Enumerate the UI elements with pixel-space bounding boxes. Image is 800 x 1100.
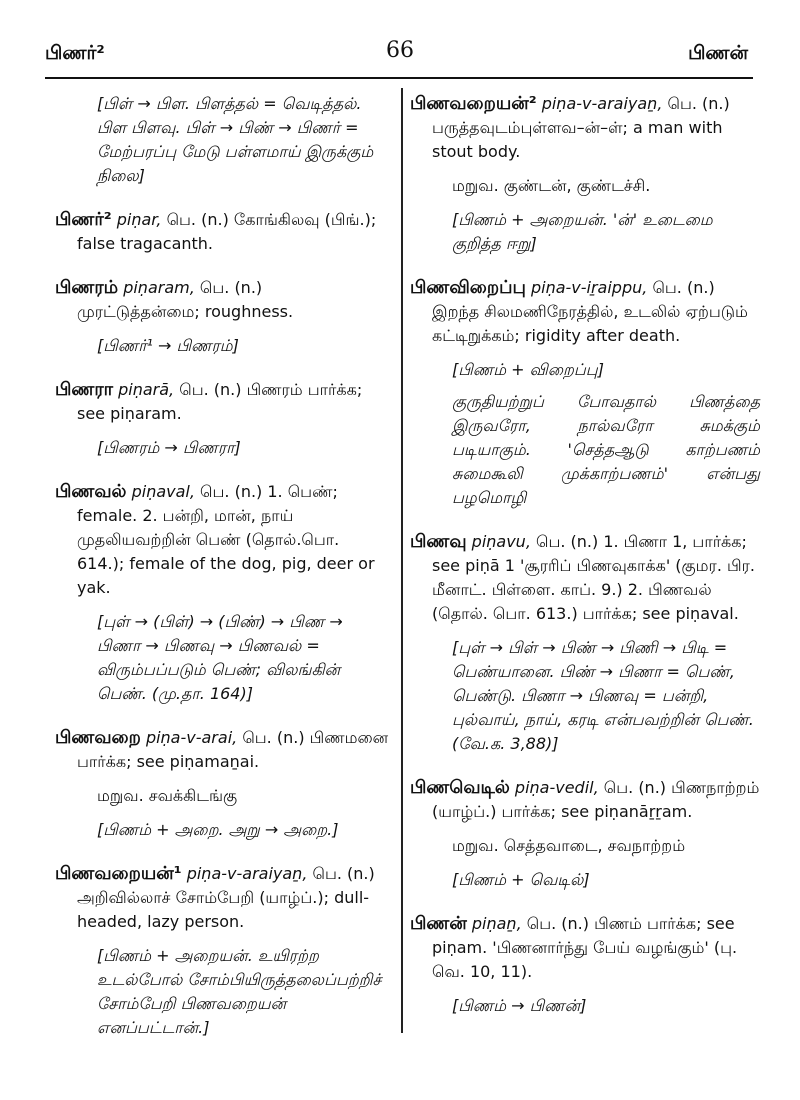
header-right-guide-word: பிணன் (688, 42, 748, 64)
etymology-note: [பிணம் + அறையன். 'ன்' உடைமை குறித்த ஈறு] (452, 210, 713, 253)
entry-body (410, 92, 760, 164)
definition: பெ. (n.) 1. பிணா 1, பார்க்க; see piṇā 1 'சூரரிப் பிணவுகாக்க' (குமர. பிர. மீனாட். பிள்ளை. காப். 9.) 2. பிணவல் (தொல். பொ. 613.) பார்க்க; see piṇaval. (432, 532, 755, 623)
etymology-note: [பிணம் → பிணன்] (452, 996, 587, 1015)
transliteration: piṇaval, (131, 482, 195, 501)
entry-pinaval (55, 480, 390, 706)
etymology-note: [பிணம் + அறையன். உயிரற்ற உடல்போல் சோம்பியிருத்தலைப்பற்றிச் சோம்பேறி பிணவறையன் எனப்பட்டான்.] (97, 946, 382, 1037)
headword: பிணரம் (55, 277, 119, 298)
synonym-line: மறுவ. சவக்கிடங்கு (97, 786, 238, 805)
definition: பெ. (n.) முரட்டுத்தன்மை; roughness. (77, 278, 294, 321)
entry-body (410, 912, 760, 984)
entry-pinan (410, 912, 760, 1018)
entry-pinaram (55, 276, 390, 358)
etymology-note: [பிணரம் → பிணரா] (97, 438, 241, 457)
definition: பெ. (n.) கோங்கிலவு (பிங்.); false tragacanth. (77, 210, 377, 253)
etymology-note: [புள் → (பிள்) → (பிண்) → பிண → பிணா → பிணவு → பிணவல் = விரும்பப்படும் பெண்; விலங்கின் பெண். (மு.தா. 164)] (97, 612, 343, 703)
definition: பெ. (n.) இறந்த சிலமணிநேரத்தில், உடலில் ஏற்படும் கட்டிறுக்கம்; rigidity after death. (432, 278, 748, 345)
transliteration: piṇa-v-arai, (145, 728, 238, 747)
transliteration: piṇar, (116, 210, 162, 229)
definition: பெ. (n.) பிணம் பார்க்க; see piṇam. 'பிணனார்ந்து பேய் வழங்கும்' (பு. வெ. 10, 11). (432, 914, 738, 981)
transliteration: piṇa-v-araiyaṉ, (541, 94, 663, 113)
entry-pinavaraiyan2 (410, 92, 760, 256)
transliteration: piṇaṉ, (471, 914, 522, 933)
entry-body (55, 862, 390, 934)
left-column (55, 92, 390, 1060)
definition: பெ. (n.) பருத்தவுடம்புள்ளவ–ன்–ள்; a man with stout body. (432, 94, 730, 161)
headword: பிணவு (410, 531, 467, 552)
definition: பெ. (n.) 1. பெண்; female. 2. பன்றி, மான், நாய் முதலியவற்றின் பெண் (தொல்.பொ. 614.); female of the dog, pig, deer or yak. (77, 482, 375, 597)
entry-pinaviraippu (410, 276, 760, 510)
etymology-note: [பிணம் + விறைப்பு] (452, 360, 604, 379)
transliteration: piṇavu, (471, 532, 531, 551)
transliteration: piṇa-v-iṟaippu, (530, 278, 648, 297)
etymology-note: [பிள் → பிள. பிளத்தல் = வெடித்தல். பிள பிளவு. பிள் → பிண் → பிணர் = மேற்பரப்பு மேடு பள்ளமாய் இருக்கும் நிலை] (97, 94, 374, 185)
synonym-line: மறுவ. குண்டன், குண்டச்சி. (452, 176, 651, 195)
entry-body (55, 480, 390, 600)
transliteration: piṇarā, (118, 380, 175, 399)
headword: பிணவறையன்² (410, 93, 537, 114)
synonym-line: மறுவ. செத்தவாடை, சவநாற்றம் (452, 836, 686, 855)
headword: பிணவிறைப்பு (410, 277, 526, 298)
entry-body (410, 276, 760, 348)
etymology-note: [பிணம் + அறை. அறு → அறை.] (97, 820, 339, 839)
transliteration: piṇaram, (123, 278, 195, 297)
entry-body (55, 726, 390, 774)
definition: பெ. (n.) பிணமனை பார்க்க; see piṇamaṉai. (77, 728, 389, 771)
definition: பெ. (n.) பிணநாற்றம் (யாழ்ப்.) பார்க்க; see piṇanāṟṟam. (432, 778, 760, 821)
entry-pinara (55, 378, 390, 460)
entry-continuation (55, 92, 390, 188)
headword: பிணர்² (55, 209, 112, 230)
entry-body (55, 208, 390, 256)
entry-pinavaraiyan1 (55, 862, 390, 1040)
right-column (410, 92, 760, 1038)
etymology-note: [பிணம் + வெடில்] (452, 870, 590, 889)
headword: பிணவல் (55, 481, 127, 502)
headword: பிணவறை (55, 727, 141, 748)
column-divider (401, 88, 403, 1033)
entry-pinar2 (55, 208, 390, 256)
entry-body (55, 276, 390, 324)
page-number: 66 (386, 38, 414, 63)
definition: பெ. (n.) பிணரம் பார்க்க; see piṇaram. (77, 380, 363, 423)
entry-pinavu (410, 530, 760, 756)
transliteration: piṇa-v-araiyaṉ, (186, 864, 308, 883)
entry-body (410, 776, 760, 824)
header-left-guide-word: பிணர்² (45, 42, 105, 64)
page-header (0, 36, 800, 76)
entry-pinavarai (55, 726, 390, 842)
etymology-note: [பிணர்¹ → பிணரம்] (97, 336, 239, 355)
entry-body (55, 378, 390, 426)
etymology-note: [புள் → பிள் → பிண் → பிணி → பிடி = பெண்யானை. பிண் → பிணா = பெண், பெண்டு. பிணா → பிணவு = பன்றி, புல்வாய், நாய், கரடி என்பவற்றின் பெண். (வே.க. 3,88)] (452, 638, 754, 753)
headword: பிணவறையன்¹ (55, 863, 182, 884)
transliteration: piṇa-vedil, (514, 778, 599, 797)
proverb-quote: குருதியற்றுப் போவதால் பிணத்தை இருவரோ, நால்வரோ சுமக்கும் படியாகும். 'செத்தஆடு காற்பணம் சுமைகூலி முக்காற்பணம்' என்பது பழமொழி (452, 392, 760, 507)
definition: பெ. (n.) அறிவில்லாச் சோம்பேறி (யாழ்ப்.); dull-headed, lazy person. (77, 864, 375, 931)
headword: பிணன் (410, 913, 467, 934)
header-rule (45, 77, 753, 79)
entry-pinavedil (410, 776, 760, 892)
entry-body (410, 530, 760, 626)
headword: பிணவெடில் (410, 777, 510, 798)
headword: பிணரா (55, 379, 114, 400)
